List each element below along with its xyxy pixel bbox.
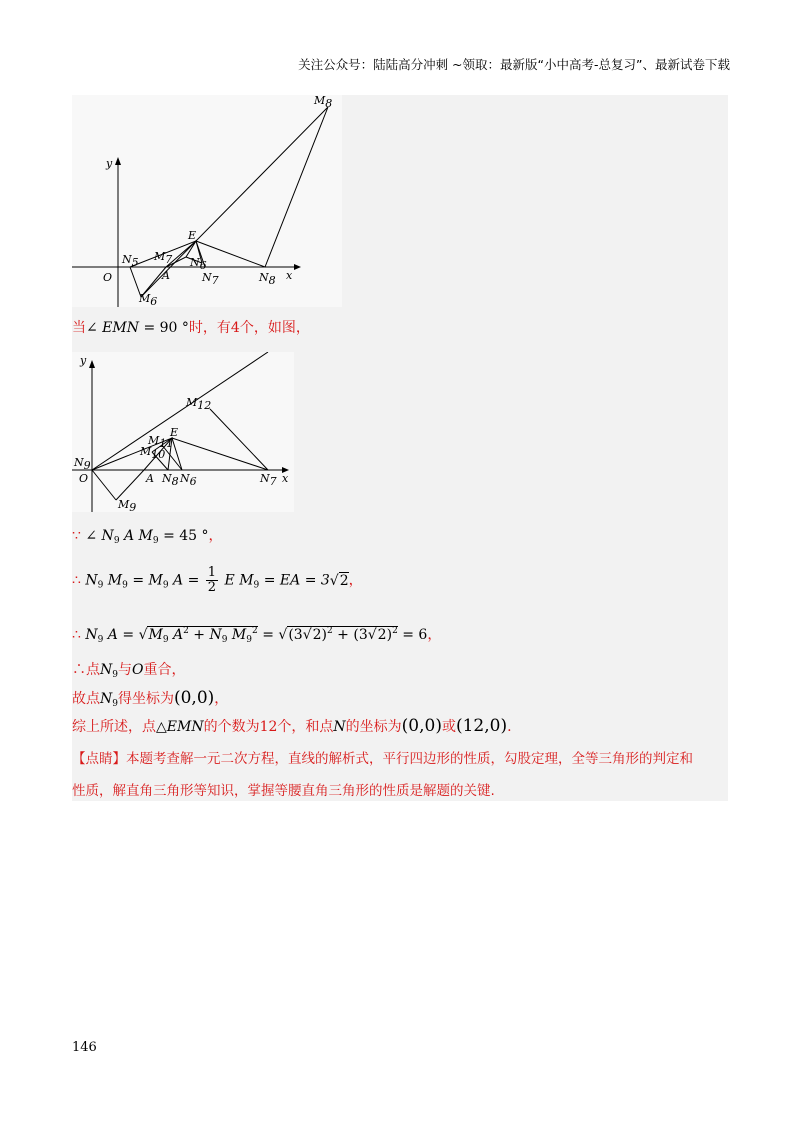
triangle-E-M12-N7 bbox=[92, 409, 268, 470]
figure-2-diagram bbox=[72, 352, 294, 512]
figure-1-diagram bbox=[72, 95, 342, 307]
label-M10: M10 bbox=[140, 445, 166, 461]
summary-line: 综上所述，点△EMN的个数为12个，和点N的坐标为(0,0)或(12,0). bbox=[72, 716, 512, 736]
y-axis-arrow bbox=[115, 157, 121, 165]
note-line-2: 性质，解直角三角形等知识，掌握等腰直角三角形的性质是解题的关键. bbox=[72, 783, 495, 799]
segment-O-M9 bbox=[92, 470, 116, 500]
y-axis-arrow bbox=[89, 360, 95, 368]
label-x: x bbox=[282, 472, 289, 485]
therefore-line-3: ∴点$N_9$与O重合， bbox=[72, 662, 186, 680]
figure-1 bbox=[72, 95, 342, 307]
label-N7: N7 bbox=[202, 271, 219, 287]
case-line: 当∠ EMN = 90 °时，有4个，如图， bbox=[72, 320, 310, 336]
label-N5: N5 bbox=[122, 253, 139, 269]
label-A: A bbox=[146, 472, 154, 485]
triangle-E-M8-N8 bbox=[130, 107, 328, 267]
label-N8: N8 bbox=[162, 472, 179, 488]
label-N7: N7 bbox=[260, 472, 277, 488]
label-N8: N8 bbox=[259, 271, 276, 287]
label-M6: M6 bbox=[139, 292, 158, 307]
page-header: 关注公众号：陆陆高分冲刺 ~领取：最新版“小中高考-总复习”、最新试卷下载 bbox=[298, 57, 730, 72]
label-E: E bbox=[170, 426, 179, 439]
label-O: O bbox=[79, 472, 89, 485]
label-M8: M8 bbox=[314, 95, 333, 110]
line-through-E bbox=[92, 352, 268, 470]
key-point-note bbox=[72, 748, 693, 802]
label-x: x bbox=[286, 269, 293, 282]
label-M12: M12 bbox=[186, 396, 212, 412]
label-y: y bbox=[106, 157, 113, 170]
therefore-line-2: ∴ $N_9$ $A = √M_9$ $A^2 + N_9$ $M_9^2 = √(3√2)^2 + (3√2)^2 = 6$， bbox=[72, 626, 442, 645]
therefore-line-1: ∴ $N_9$ $M_9 = M_9$ A = $\frac{1}{2}$ E $M_9$ = EA = 3√2， bbox=[72, 565, 363, 595]
label-E: E bbox=[188, 229, 197, 242]
segment-M9-A bbox=[116, 470, 144, 500]
label-A: A bbox=[162, 269, 170, 282]
because-line: ∵ ∠ $N_9$ A $M_9 = 45$ °， bbox=[72, 528, 223, 546]
label-M11: M11 bbox=[148, 434, 174, 450]
page-number: 146 bbox=[72, 1040, 97, 1055]
label-N6: N6 bbox=[190, 256, 207, 272]
label-N6: N6 bbox=[180, 472, 197, 488]
fraction-half: $\frac{1}{2}$ bbox=[207, 565, 217, 595]
label-N9: N9 bbox=[74, 456, 91, 472]
label-M7: M7 bbox=[154, 250, 173, 266]
label-y: y bbox=[80, 354, 87, 367]
x-axis-arrow bbox=[294, 264, 301, 270]
label-O: O bbox=[103, 271, 113, 284]
coordinate-line: 故点$N_9$得坐标为(0,0)， bbox=[72, 688, 229, 709]
label-M9: M9 bbox=[118, 498, 137, 512]
note-line-1: 【点睛】本题考查解一元二次方程，直线的解析式，平行四边形的性质，勾股定理，全等三角形的判定和 bbox=[72, 751, 693, 767]
figure-2 bbox=[72, 352, 294, 512]
